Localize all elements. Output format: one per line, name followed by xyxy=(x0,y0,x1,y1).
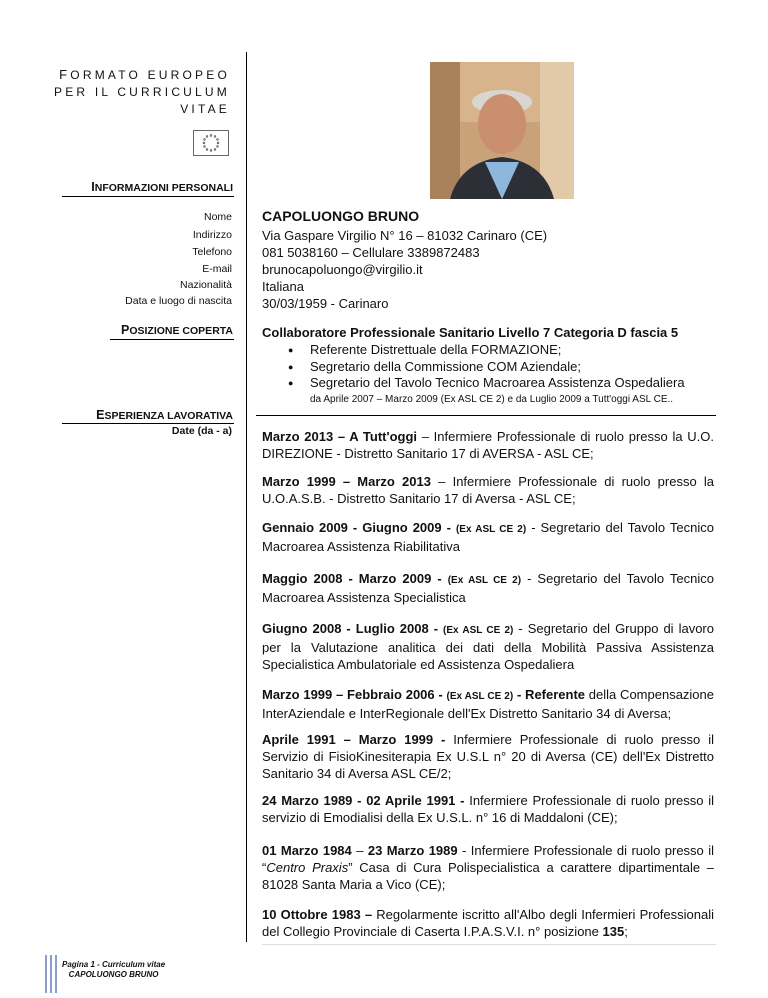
experience-entry xyxy=(262,906,714,940)
experience-text: ; xyxy=(624,924,628,939)
label-nascita: Data e luogo di nascita xyxy=(125,295,232,307)
experience-org-note: (Ex ASL CE 2) xyxy=(455,524,527,535)
section-position-rest: OSIZIONE COPERTA xyxy=(129,325,233,337)
profile-photo xyxy=(430,62,574,199)
experience-date: Maggio 2008 - Marzo 2009 - xyxy=(262,571,448,586)
experience-text: – xyxy=(351,843,368,858)
experience-date: 24 Marzo 1989 - 02 Aprile 1991 - xyxy=(262,793,470,808)
section-personal-rest: NFORMAZIONI PERSONALI xyxy=(94,182,233,194)
experience-date: Aprile 1991 – Marzo 1999 - xyxy=(262,732,454,747)
experience-date: Marzo 1999 – Marzo 2013 xyxy=(262,474,431,489)
experience-text: Infermiere Professionale di ruolo presso il Servizio di FisioKinesiterapia Ex U.S.L n° 20 di Aversa (CE) dell'Ex Distretto Sanitario 34 di Aversa ASL CE/2; xyxy=(262,732,714,781)
document-header xyxy=(30,66,230,118)
section-personal-rule xyxy=(62,196,234,197)
label-indirizzo: Indirizzo xyxy=(192,229,232,241)
experience-text: Regolarmente iscritto all'Albo degli Infermieri Professionali del Collegio Provinciale di Caserta I.P.A.S.V.I. n° posizione xyxy=(262,907,714,939)
eu-flag-icon xyxy=(193,130,229,156)
experience-text: della Compensazione InterAziendale e InterRegionale dell'Ex Distretto Sanitario 34 di Aversa; xyxy=(262,687,714,721)
value-email: brunocapoluongo@virgilio.it xyxy=(262,262,423,277)
experience-entry xyxy=(262,842,714,893)
experience-role: - Referente xyxy=(513,687,586,702)
label-nazionalita: Nazionalità xyxy=(180,279,232,291)
value-nascita: 30/03/1959 - Carinaro xyxy=(262,296,389,311)
header-line-2: PER IL CURRICULUM xyxy=(54,85,230,99)
experience-entry xyxy=(262,792,714,826)
experience-text: - Segretario del Tavolo Tecnico Macroarea Assistenza Specialistica xyxy=(262,571,714,605)
section-position-rule xyxy=(110,339,234,340)
position-title: Collaboratore Professionale Sanitario Livello 7 Categoria D fascia 5 xyxy=(262,325,679,340)
position-note: da Aprile 2007 – Marzo 2009 (Ex ASL CE 2) e da Luglio 2009 a Tutt'oggi ASL CE.. xyxy=(310,394,674,405)
label-email: E-mail xyxy=(202,263,232,275)
experience-text: - Segretario del Tavolo Tecnico Macroarea Assistenza Riabilitativa xyxy=(262,520,714,554)
experience-org-note: (Ex ASL CE 2) xyxy=(443,625,514,636)
section-experience xyxy=(96,408,233,422)
experience-date: Marzo 1999 – Febbraio 2006 - xyxy=(262,687,447,702)
date-range-label: Date (da - a) xyxy=(171,425,232,437)
section-position-cap: P xyxy=(121,323,130,337)
position-bullet-list xyxy=(262,342,714,392)
experience-position-number: 135 xyxy=(602,924,625,939)
experience-text: ” Casa di Cura Polispecialistica a carattere dipartimentale – 81028 Santa Maria a Vico (CE); xyxy=(262,860,715,892)
experience-date-end: 23 Marzo 1989 xyxy=(367,843,458,858)
value-telefono: 081 5038160 – Cellulare 3389872483 xyxy=(262,245,480,260)
position-bullet: ● Segretario del Tavolo Tecnico Macroarea Assistenza Ospedaliera xyxy=(262,375,714,392)
experience-date: Marzo 2013 – A Tutt'oggi xyxy=(262,429,418,444)
experience-date: Giugno 2008 - Luglio 2008 - xyxy=(262,621,444,636)
section-personal-info xyxy=(91,180,233,194)
experience-date: 01 Marzo 1984 xyxy=(262,843,352,858)
value-nome: CAPOLUONGO BRUNO xyxy=(262,208,420,224)
section-experience-rest: SPERIENZA LAVORATIVA xyxy=(104,410,233,422)
experience-place: Centro Praxis xyxy=(266,860,349,875)
experience-entry xyxy=(262,473,714,507)
experience-entry xyxy=(262,570,714,606)
experience-entry xyxy=(262,620,714,673)
experience-text: - Segretario del Gruppo di lavoro per la Valutazione analitica dei dati della Mobilità Passiva Assistenza Specialistica Ambulatoriale ed Assistenza Ospedaliera xyxy=(262,621,714,672)
footer xyxy=(62,960,165,980)
experience-text: - Infermiere Professionale di ruolo presso il “ xyxy=(262,843,714,875)
experience-entry xyxy=(262,686,714,722)
header-line-3: VITAE xyxy=(180,102,230,116)
position-bullet: ● Referente Distrettuale della FORMAZIONE; xyxy=(262,342,714,359)
experience-text: – Infermiere Professionale di ruolo presso la U.O.A.S.B. - Distretto Sanitario 17 di Aversa - ASL CE; xyxy=(262,474,714,506)
column-divider xyxy=(246,52,247,942)
section-experience-rule-right xyxy=(256,415,716,416)
section-position xyxy=(121,323,233,337)
section-experience-rule-left xyxy=(62,423,234,424)
header-line-1-text: ORMATO EUROPEO xyxy=(70,68,230,82)
label-nome: Nome xyxy=(203,211,232,223)
experience-text: Infermiere Professionale di ruolo presso il servizio di Emodialisi della Ex U.S.L. n° 16 di Maddaloni (CE); xyxy=(262,793,714,825)
section-personal-cap: I xyxy=(91,180,95,194)
experience-date: Gennaio 2009 - Giugno 2009 - xyxy=(262,520,456,535)
experience-org-note: (Ex ASL CE 2) xyxy=(447,575,522,586)
bottom-rule xyxy=(262,944,716,945)
experience-entry xyxy=(262,428,714,462)
footer-bars-icon xyxy=(44,955,60,993)
experience-entry xyxy=(262,519,714,555)
label-telefono: Telefono xyxy=(192,246,232,258)
header-line-1 xyxy=(30,66,230,84)
experience-entry xyxy=(262,731,714,782)
header-cap-letter: F xyxy=(59,67,71,82)
footer-line-1: Pagina 1 - Curriculum vitae xyxy=(62,960,166,969)
experience-date: 10 Ottobre 1983 – xyxy=(262,907,373,922)
value-indirizzo: Via Gaspare Virgilio N° 16 – 81032 Carinaro (CE) xyxy=(262,228,548,243)
position-bullet: ● Segretario della Commissione COM Aziendale; xyxy=(262,359,714,376)
experience-org-note: (Ex ASL CE 2) xyxy=(446,691,514,702)
experience-text: – Infermiere Professionale di ruolo presso la U.O. DIREZIONE - Distretto Sanitario 17 di AVERSA - ASL CE; xyxy=(262,429,714,461)
section-experience-cap: E xyxy=(96,408,105,422)
value-nazionalita: Italiana xyxy=(262,279,304,294)
footer-line-2: CAPOLUONGO BRUNO xyxy=(68,970,159,979)
